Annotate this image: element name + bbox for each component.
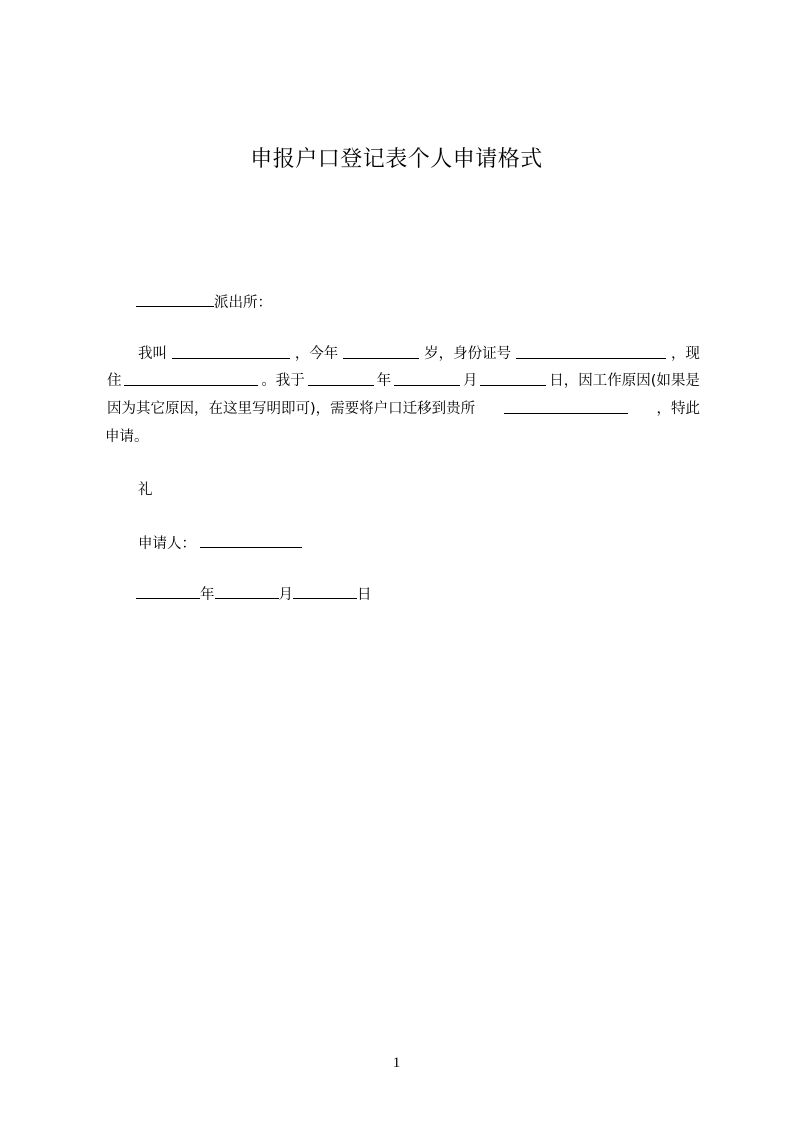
body-line-2 xyxy=(107,371,700,391)
sign-month-blank[interactable] xyxy=(215,584,279,599)
applicant-blank[interactable] xyxy=(200,533,302,548)
id-label: 岁，身份证号 xyxy=(424,346,512,362)
name-label: 我叫 xyxy=(138,346,167,362)
page-number: 1 xyxy=(392,1055,401,1071)
move-year-blank[interactable] xyxy=(308,371,374,386)
month-label: 月 xyxy=(462,373,478,389)
salutation: 礼 xyxy=(138,482,153,498)
year-label: 年 xyxy=(376,373,392,389)
move-month-blank[interactable] xyxy=(394,371,460,386)
sign-month-label: 月 xyxy=(278,587,293,603)
current-label: ，现 xyxy=(670,346,700,362)
police-station-blank[interactable] xyxy=(136,292,214,307)
age-blank[interactable] xyxy=(343,344,419,359)
age-label: ，今年 xyxy=(294,346,339,362)
residence-label: 住 xyxy=(107,373,122,389)
hereby-text: ，特此 xyxy=(656,401,700,417)
sign-day-label: 日 xyxy=(357,587,372,603)
destination-blank[interactable] xyxy=(504,399,628,414)
page-title: 申报户口登记表个人申请格式 xyxy=(250,147,543,172)
on-date-label: 。我于 xyxy=(261,373,305,389)
sign-year-blank[interactable] xyxy=(136,584,200,599)
addressee-line xyxy=(136,292,272,313)
reason-label: 日，因工作原因(如果是 xyxy=(549,373,700,389)
applicant-label: 申请人： xyxy=(138,536,196,552)
sign-day-blank[interactable] xyxy=(293,584,357,599)
addressee-text: 派出所： xyxy=(214,295,272,311)
body-line-4: 申请。 xyxy=(105,429,149,445)
residence-blank[interactable] xyxy=(124,371,258,386)
body-line-1 xyxy=(138,344,700,364)
date-line xyxy=(136,584,372,605)
sign-year-label: 年 xyxy=(200,587,215,603)
body-line-3 xyxy=(107,399,700,419)
id-number-blank[interactable] xyxy=(516,344,666,359)
move-day-blank[interactable] xyxy=(480,371,546,386)
applicant-line xyxy=(138,533,302,554)
other-reason-text: 因为其它原因，在这里写明即可)，需要将户口迁移到贵所 xyxy=(107,401,476,417)
name-blank[interactable] xyxy=(172,344,290,359)
